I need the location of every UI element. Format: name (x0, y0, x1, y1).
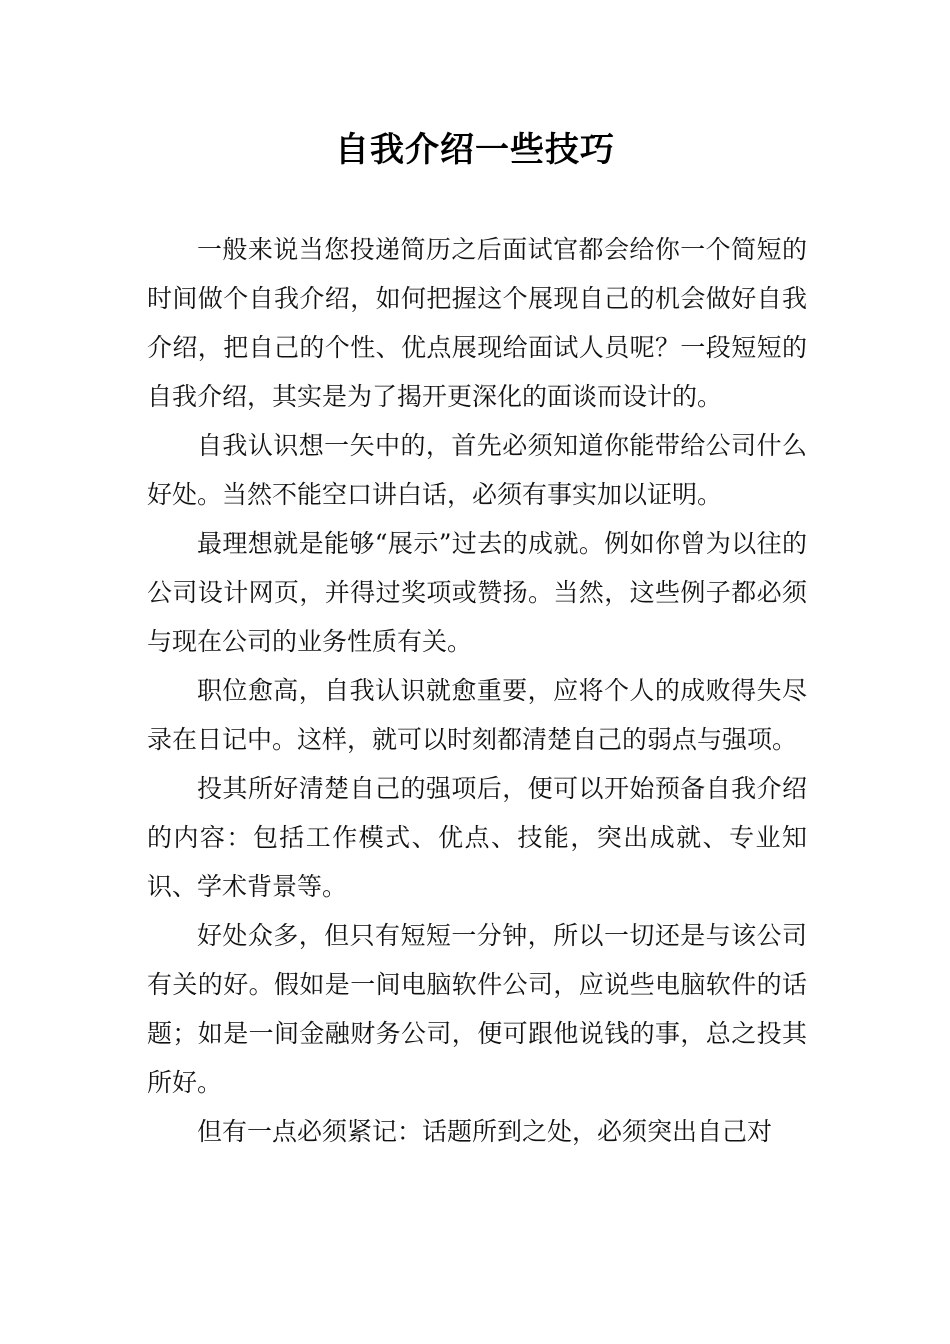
paragraph-1: 一般来说当您投递简历之后面试官都会给你一个简短的时间做个自我介绍，如何把握这个展现自己的机会做好自我介绍，把自己的个性、优点展现给面试人员呢？一段短短的自我介绍，其实是为了揭开更深化的面谈而设计的。 (147, 235, 807, 411)
document-title: 自我介绍一些技巧 (335, 130, 615, 170)
paragraph-2: 自我认识想一矢中的，首先必须知道你能带给公司什么好处。当然不能空口讲白话，必须有事实加以证明。 (147, 431, 807, 509)
document-body (147, 225, 807, 1156)
paragraph-7: 但有一点必须紧记：话题所到之处，必须突出自己对 (197, 1117, 773, 1146)
paragraph-6: 好处众多，但只有短短一分钟，所以一切还是与该公司有关的好。假如是一间电脑软件公司，应说些电脑软件的话题；如是一间金融财务公司，便可跟他说钱的事，总之投其所好。 (147, 921, 807, 1097)
paragraph-4: 职位愈高，自我认识就愈重要，应将个人的成败得失尽录在日记中。这样，就可以时刻都清楚自己的弱点与强项。 (147, 676, 807, 754)
paragraph-3: 最理想就是能够“展示”过去的成就。例如你曾为以往的公司设计网页，并得过奖项或赞扬。当然，这些例子都必须与现在公司的业务性质有关。 (147, 529, 807, 656)
paragraph-5: 投其所好清楚自己的强项后，便可以开始预备自我介绍的内容：包括工作模式、优点、技能，突出成就、专业知识、学术背景等。 (147, 774, 807, 901)
